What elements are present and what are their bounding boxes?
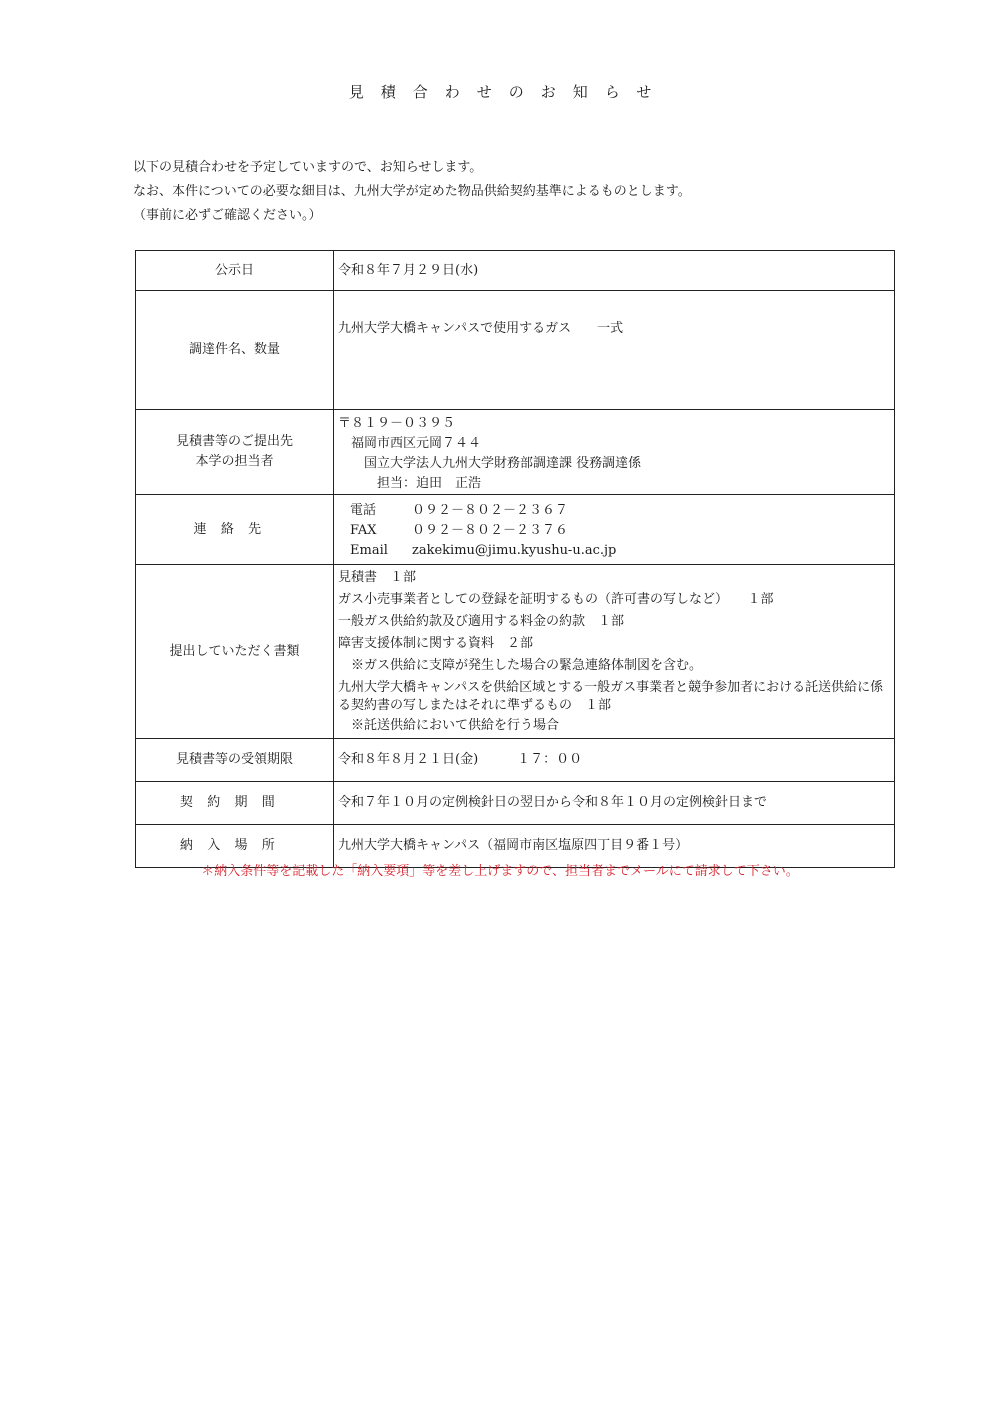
intro-text xyxy=(133,156,691,228)
documents-label: 提出していただく書類 xyxy=(136,565,334,739)
page-title: 見積合わせのお知らせ xyxy=(348,83,669,101)
table-row-submission xyxy=(136,410,895,495)
list-item: 九州大学大橋キャンパスを供給区域とする一般ガス事業者と競争参加者における託送供給に係る契約書の写しまたはそれに準ずるもの １部 xyxy=(338,680,884,713)
announce-date-value: 令和８年７月２９日(水) xyxy=(334,251,895,291)
list-item: 見積書 １部 xyxy=(338,570,417,585)
contact-details xyxy=(334,495,895,565)
table-row-item xyxy=(136,291,895,410)
submission-label xyxy=(136,410,334,495)
period-value: 令和７年１０月の定例検針日の翌日から令和８年１０月の定例検針日まで xyxy=(334,782,895,825)
place-value: 九州大学大橋キャンパス（福岡市南区塩原四丁目９番１号） xyxy=(334,825,895,868)
table-row-contact xyxy=(136,495,895,565)
intro-line: （事前に必ずご確認ください。） xyxy=(133,208,322,223)
postal-code: 〒８１９－０３９５ xyxy=(338,416,456,431)
contact-person: 担当：迫田 正浩 xyxy=(338,476,482,491)
intro-line: 以下の見積合わせを予定していますので、お知らせします。 xyxy=(133,160,483,175)
phone-number: ０９２－８０２－２３６７ xyxy=(412,503,569,518)
list-item: ※託送供給において供給を行う場合 xyxy=(338,718,560,733)
table-row-documents xyxy=(136,565,895,739)
table-row-deadline xyxy=(136,739,895,782)
contact-label: 連絡先 xyxy=(193,521,276,537)
address-line: 福岡市西区元岡７４４ xyxy=(338,436,482,451)
intro-line: なお、本件についての必要な細目は、九州大学が定めた物品供給契約基準によるものとします。 xyxy=(133,184,691,199)
deadline-label: 見積書等の受領期限 xyxy=(136,739,334,782)
list-item: ※ガス供給に支障が発生した場合の緊急連絡体制図を含む。 xyxy=(338,658,703,673)
fax-label: FAX xyxy=(350,523,377,538)
item-label: 調達件名、数量 xyxy=(136,291,334,410)
department-line: 国立大学法人九州大学財務部調達課 役務調達係 xyxy=(338,456,642,471)
request-note: ＊納入条件等を記載した「納入要項」等を差し上げますので、担当者までメールにて請求して下さい。 xyxy=(201,864,799,879)
table-row-period xyxy=(136,782,895,825)
email-address[interactable]: zakekimu@jimu.kyushu-u.ac.jp xyxy=(412,543,617,558)
announce-date-label: 公示日 xyxy=(136,251,334,291)
submission-label-line: 本学の担当者 xyxy=(195,454,274,469)
table-row-announce-date xyxy=(136,251,895,291)
list-item: 一般ガス供給約款及び適用する料金の約款 １部 xyxy=(338,614,625,629)
documents-list xyxy=(334,565,895,739)
notice-table xyxy=(135,250,895,868)
email-label: Email xyxy=(350,543,388,558)
item-value: 九州大学大橋キャンパスで使用するガス 一式 xyxy=(334,291,895,410)
period-label: 契約期間 xyxy=(179,795,290,810)
fax-number: ０９２－８０２－２３７６ xyxy=(412,523,569,538)
place-label: 納入場所 xyxy=(179,838,290,853)
submission-label-line: 見積書等のご提出先 xyxy=(175,434,293,449)
list-item: 障害支援体制に関する資料 ２部 xyxy=(338,636,534,651)
submission-address xyxy=(334,410,895,495)
deadline-value: 令和８年８月２１日(金) １７：００ xyxy=(334,739,895,782)
list-item: ガス小売事業者としての登録を証明するもの（許可書の写しなど） １部 xyxy=(338,592,774,607)
phone-label: 電話 xyxy=(350,503,377,518)
